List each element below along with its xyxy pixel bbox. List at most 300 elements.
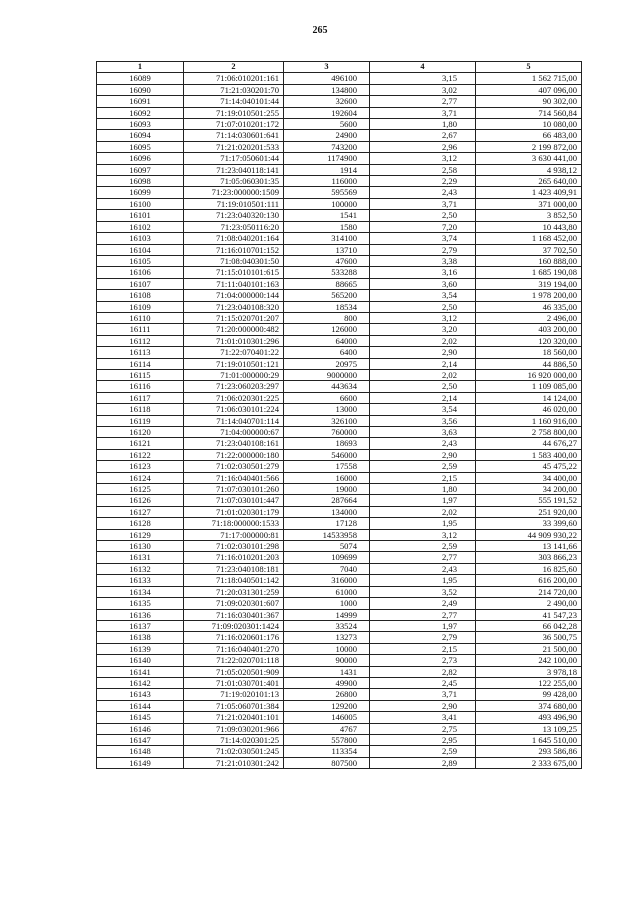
cadastral-number-cell: 71:19:010501:111 [184,198,284,209]
value-cell: 44 676,27 [476,438,582,449]
rate-cell: 1,95 [370,518,476,529]
table-row [97,244,582,255]
area-cell: 32600 [284,96,370,107]
column-header-3: 3 [284,62,370,73]
area-cell: 17558 [284,461,370,472]
cadastral-number-cell: 71:23:040118:141 [184,164,284,175]
area-cell: 113354 [284,746,370,757]
row-number-cell: 16126 [97,495,184,506]
table-row [97,278,582,289]
area-cell: 595569 [284,187,370,198]
row-number-cell: 16095 [97,141,184,152]
rate-cell: 2,59 [370,746,476,757]
cadastral-number-cell: 71:19:010501:255 [184,107,284,118]
table-row [97,84,582,95]
area-cell: 134800 [284,84,370,95]
rate-cell: 2,43 [370,563,476,574]
rate-cell: 2,58 [370,164,476,175]
row-number-cell: 16114 [97,358,184,369]
area-cell: 9000000 [284,369,370,380]
rate-cell: 2,90 [370,347,476,358]
value-cell: 3 852,50 [476,210,582,221]
table-row [97,187,582,198]
cadastral-number-cell: 71:06:030101:224 [184,404,284,415]
rate-cell: 3,71 [370,689,476,700]
page-number: 265 [312,25,328,36]
area-cell: 760000 [284,427,370,438]
rate-cell: 2,79 [370,632,476,643]
rate-cell: 2,75 [370,723,476,734]
rate-cell: 1,80 [370,484,476,495]
rate-cell: 3,56 [370,415,476,426]
rate-cell: 2,02 [370,369,476,380]
value-cell: 1 978 200,00 [476,290,582,301]
row-number-cell: 16134 [97,586,184,597]
row-number-cell: 16140 [97,655,184,666]
row-number-cell: 16128 [97,518,184,529]
table-row [97,643,582,654]
area-cell: 5074 [284,541,370,552]
value-cell: 714 560,84 [476,107,582,118]
area-cell: 24900 [284,130,370,141]
area-cell: 47600 [284,255,370,266]
rate-cell: 2,02 [370,506,476,517]
table-header-row [97,62,582,73]
rate-cell: 2,82 [370,666,476,677]
area-cell: 443634 [284,381,370,392]
row-number-cell: 16120 [97,427,184,438]
cadastral-number-cell: 71:08:040201:164 [184,233,284,244]
cadastral-number-cell: 71:14:030601:641 [184,130,284,141]
rate-cell: 3,16 [370,267,476,278]
cadastral-number-cell: 71:14:040101:44 [184,96,284,107]
rate-cell: 2,73 [370,655,476,666]
value-cell: 251 920,00 [476,506,582,517]
area-cell: 4767 [284,723,370,734]
area-cell: 19000 [284,484,370,495]
row-number-cell: 16147 [97,734,184,745]
table-row [97,347,582,358]
row-number-cell: 16118 [97,404,184,415]
area-cell: 64000 [284,335,370,346]
table-row [97,164,582,175]
area-cell: 1914 [284,164,370,175]
row-number-cell: 16099 [97,187,184,198]
value-cell: 13 109,25 [476,723,582,734]
area-cell: 16000 [284,472,370,483]
value-cell: 13 141,66 [476,541,582,552]
row-number-cell: 16101 [97,210,184,221]
value-cell: 2 758 800,00 [476,427,582,438]
value-cell: 265 640,00 [476,176,582,187]
cadastral-number-cell: 71:23:040108:181 [184,563,284,574]
area-cell: 326100 [284,415,370,426]
rate-cell: 2,43 [370,187,476,198]
cadastral-number-cell: 71:16:030401:367 [184,609,284,620]
value-cell: 21 500,00 [476,643,582,654]
area-cell: 1580 [284,221,370,232]
rate-cell: 2,77 [370,96,476,107]
value-cell: 319 194,00 [476,278,582,289]
row-number-cell: 16125 [97,484,184,495]
area-cell: 116000 [284,176,370,187]
value-cell: 214 720,00 [476,586,582,597]
row-number-cell: 16089 [97,73,184,84]
cadastral-number-cell: 71:07:010201:172 [184,119,284,130]
value-cell: 371 000,00 [476,198,582,209]
table-row [97,427,582,438]
area-cell: 126000 [284,324,370,335]
area-cell: 1541 [284,210,370,221]
cadastral-number-cell: 71:01:000000:29 [184,369,284,380]
value-cell: 1 168 452,00 [476,233,582,244]
row-number-cell: 16109 [97,301,184,312]
table-row [97,438,582,449]
table-row [97,518,582,529]
value-cell: 1 160 916,00 [476,415,582,426]
cadastral-number-cell: 71:07:030101:447 [184,495,284,506]
table-row [97,666,582,677]
rate-cell: 2,59 [370,461,476,472]
table-row [97,176,582,187]
cadastral-number-cell: 71:09:020301:607 [184,598,284,609]
area-cell: 6400 [284,347,370,358]
rate-cell: 3,12 [370,529,476,540]
table-row [97,198,582,209]
cadastral-number-cell: 71:05:060301:35 [184,176,284,187]
row-number-cell: 16113 [97,347,184,358]
rate-cell: 2,90 [370,700,476,711]
area-cell: 1000 [284,598,370,609]
area-cell: 26800 [284,689,370,700]
table-row [97,598,582,609]
table-row [97,290,582,301]
rate-cell: 3,63 [370,427,476,438]
cadastral-number-cell: 71:22:000000:180 [184,449,284,460]
value-cell: 44 886,50 [476,358,582,369]
rate-cell: 2,15 [370,472,476,483]
area-cell: 134000 [284,506,370,517]
row-number-cell: 16104 [97,244,184,255]
rate-cell: 2,02 [370,335,476,346]
rate-cell: 2,77 [370,609,476,620]
cadastral-number-cell: 71:21:020401:101 [184,712,284,723]
row-number-cell: 16148 [97,746,184,757]
rate-cell: 3,12 [370,312,476,323]
row-number-cell: 16143 [97,689,184,700]
cadastral-number-cell: 71:07:030101:260 [184,484,284,495]
column-header-4: 4 [370,62,476,73]
cadastral-number-cell: 71:21:010301:242 [184,757,284,768]
row-number-cell: 16096 [97,153,184,164]
cadastral-number-cell: 71:05:020501:909 [184,666,284,677]
value-cell: 1 423 409,91 [476,187,582,198]
value-cell: 120 320,00 [476,335,582,346]
cadastral-number-cell: 71:15:020701:207 [184,312,284,323]
row-number-cell: 16091 [97,96,184,107]
row-number-cell: 16129 [97,529,184,540]
row-number-cell: 16106 [97,267,184,278]
rate-cell: 3,52 [370,586,476,597]
value-cell: 407 096,00 [476,84,582,95]
value-cell: 90 302,00 [476,96,582,107]
rate-cell: 3,71 [370,198,476,209]
value-cell: 33 399,60 [476,518,582,529]
value-cell: 2 199 872,00 [476,141,582,152]
column-header-5: 5 [476,62,582,73]
value-cell: 374 680,00 [476,700,582,711]
cadastral-number-cell: 71:14:040701:114 [184,415,284,426]
cadastral-number-cell: 71:01:030701:401 [184,677,284,688]
value-cell: 46 020,00 [476,404,582,415]
row-number-cell: 16110 [97,312,184,323]
area-cell: 100000 [284,198,370,209]
area-cell: 14999 [284,609,370,620]
row-number-cell: 16122 [97,449,184,460]
rate-cell: 3,41 [370,712,476,723]
rate-cell: 3,15 [370,73,476,84]
value-cell: 1 583 400,00 [476,449,582,460]
value-cell: 122 255,00 [476,677,582,688]
table-row [97,461,582,472]
rate-cell: 3,74 [370,233,476,244]
table-row [97,712,582,723]
table-row [97,233,582,244]
table-row [97,620,582,631]
area-cell: 17128 [284,518,370,529]
table-row [97,746,582,757]
row-number-cell: 16111 [97,324,184,335]
cadastral-number-cell: 71:23:040320:130 [184,210,284,221]
area-cell: 1174900 [284,153,370,164]
row-number-cell: 16133 [97,575,184,586]
table-row [97,757,582,768]
area-cell: 743200 [284,141,370,152]
table-row [97,267,582,278]
row-number-cell: 16119 [97,415,184,426]
data-table [96,61,582,769]
table-row [97,552,582,563]
row-number-cell: 16131 [97,552,184,563]
table-row [97,415,582,426]
row-number-cell: 16115 [97,369,184,380]
row-number-cell: 16100 [97,198,184,209]
row-number-cell: 16139 [97,643,184,654]
area-cell: 129200 [284,700,370,711]
area-cell: 1431 [284,666,370,677]
cadastral-number-cell: 71:19:010501:121 [184,358,284,369]
rate-cell: 1,97 [370,495,476,506]
cadastral-number-cell: 71:23:040108:320 [184,301,284,312]
rate-cell: 2,77 [370,552,476,563]
cadastral-number-cell: 71:23:040108:161 [184,438,284,449]
area-cell: 546000 [284,449,370,460]
value-cell: 1 685 190,08 [476,267,582,278]
value-cell: 293 586,86 [476,746,582,757]
value-cell: 160 888,00 [476,255,582,266]
table-row [97,130,582,141]
cadastral-number-cell: 71:20:031301:259 [184,586,284,597]
rate-cell: 2,50 [370,210,476,221]
rate-cell: 2,14 [370,392,476,403]
table-row [97,335,582,346]
cadastral-number-cell: 71:16:040401:566 [184,472,284,483]
rate-cell: 2,14 [370,358,476,369]
area-cell: 565200 [284,290,370,301]
value-cell: 16 825,60 [476,563,582,574]
rate-cell: 2,89 [370,757,476,768]
table-row [97,381,582,392]
value-cell: 45 475,22 [476,461,582,472]
row-number-cell: 16132 [97,563,184,574]
table-row [97,141,582,152]
value-cell: 18 560,00 [476,347,582,358]
value-cell: 10 080,00 [476,119,582,130]
row-number-cell: 16090 [97,84,184,95]
table-row [97,529,582,540]
cadastral-number-cell: 71:20:000000:482 [184,324,284,335]
rate-cell: 2,15 [370,643,476,654]
value-cell: 10 443,80 [476,221,582,232]
rate-cell: 3,12 [370,153,476,164]
rate-cell: 1,80 [370,119,476,130]
area-cell: 533288 [284,267,370,278]
rate-cell: 3,54 [370,404,476,415]
area-cell: 49900 [284,677,370,688]
table-row [97,484,582,495]
cadastral-number-cell: 71:01:020301:179 [184,506,284,517]
row-number-cell: 16145 [97,712,184,723]
rate-cell: 3,38 [370,255,476,266]
cadastral-number-cell: 71:06:010201:161 [184,73,284,84]
value-cell: 303 866,23 [476,552,582,563]
value-cell: 41 547,23 [476,609,582,620]
area-cell: 6600 [284,392,370,403]
table-row [97,210,582,221]
value-cell: 2 496,00 [476,312,582,323]
row-number-cell: 16108 [97,290,184,301]
cadastral-number-cell: 71:16:010701:152 [184,244,284,255]
row-number-cell: 16102 [97,221,184,232]
value-cell: 66 042,28 [476,620,582,631]
value-cell: 2 333 675,00 [476,757,582,768]
cadastral-number-cell: 71:09:020301:1424 [184,620,284,631]
area-cell: 20975 [284,358,370,369]
cadastral-number-cell: 71:23:000000:1509 [184,187,284,198]
row-number-cell: 16094 [97,130,184,141]
table-row [97,358,582,369]
row-number-cell: 16130 [97,541,184,552]
area-cell: 88665 [284,278,370,289]
area-cell: 10000 [284,643,370,654]
table-row [97,575,582,586]
value-cell: 1 562 715,00 [476,73,582,84]
row-number-cell: 16092 [97,107,184,118]
table-row [97,506,582,517]
row-number-cell: 16093 [97,119,184,130]
rate-cell: 2,96 [370,141,476,152]
rate-cell: 2,95 [370,734,476,745]
table-row [97,632,582,643]
value-cell: 403 200,00 [476,324,582,335]
value-cell: 16 920 000,00 [476,369,582,380]
value-cell: 2 490,00 [476,598,582,609]
table-row [97,689,582,700]
cadastral-number-cell: 71:21:030201:70 [184,84,284,95]
row-number-cell: 16141 [97,666,184,677]
cadastral-number-cell: 71:23:050116:20 [184,221,284,232]
table-row [97,495,582,506]
area-cell: 557800 [284,734,370,745]
rate-cell: 2,29 [370,176,476,187]
row-number-cell: 16149 [97,757,184,768]
row-number-cell: 16103 [97,233,184,244]
cadastral-number-cell: 71:16:020601:176 [184,632,284,643]
value-cell: 4 938,12 [476,164,582,175]
table-row [97,655,582,666]
table-row [97,586,582,597]
table-row [97,96,582,107]
value-cell: 37 702,50 [476,244,582,255]
cadastral-number-cell: 71:11:040101:163 [184,278,284,289]
cadastral-number-cell: 71:02:030501:245 [184,746,284,757]
rate-cell: 7,20 [370,221,476,232]
cadastral-number-cell: 71:21:020201:533 [184,141,284,152]
table-row [97,700,582,711]
table-body [97,73,582,769]
area-cell: 287664 [284,495,370,506]
row-number-cell: 16121 [97,438,184,449]
rate-cell: 2,50 [370,301,476,312]
table-row [97,221,582,232]
table-row [97,369,582,380]
row-number-cell: 16097 [97,164,184,175]
area-cell: 5600 [284,119,370,130]
value-cell: 36 500,75 [476,632,582,643]
row-number-cell: 16137 [97,620,184,631]
rate-cell: 2,45 [370,677,476,688]
cadastral-number-cell: 71:04:000000:144 [184,290,284,301]
row-number-cell: 16138 [97,632,184,643]
cadastral-number-cell: 71:17:000000:81 [184,529,284,540]
cadastral-number-cell: 71:08:040301:50 [184,255,284,266]
area-cell: 496100 [284,73,370,84]
rate-cell: 2,49 [370,598,476,609]
table-row [97,153,582,164]
table-row [97,73,582,84]
cadastral-number-cell: 71:14:020301:25 [184,734,284,745]
table-row [97,734,582,745]
column-header-1: 1 [97,62,184,73]
cadastral-number-cell: 71:09:030201:966 [184,723,284,734]
area-cell: 18534 [284,301,370,312]
area-cell: 109699 [284,552,370,563]
rate-cell: 2,90 [370,449,476,460]
table-row [97,472,582,483]
column-header-2: 2 [184,62,284,73]
row-number-cell: 16105 [97,255,184,266]
table-row [97,312,582,323]
rate-cell: 3,20 [370,324,476,335]
area-cell: 314100 [284,233,370,244]
area-cell: 7040 [284,563,370,574]
area-cell: 18693 [284,438,370,449]
table-row [97,301,582,312]
table-row [97,107,582,118]
row-number-cell: 16135 [97,598,184,609]
cadastral-number-cell: 71:15:010101:615 [184,267,284,278]
rate-cell: 2,50 [370,381,476,392]
